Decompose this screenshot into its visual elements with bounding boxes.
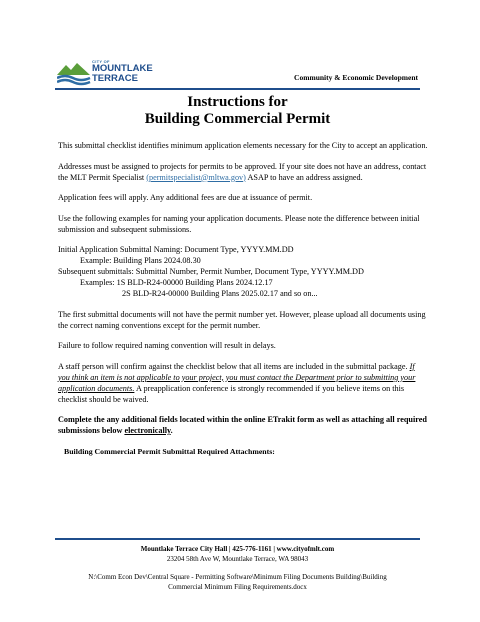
checklist-contact-note: If you think an item is not applicable to your project, you must contact the Department prior to submitting your application documents.: [58, 361, 416, 393]
mountain-logo-icon: [57, 57, 91, 87]
first-submittal-paragraph: The first submittal documents will not have the permit number yet. However, please upload all documents using the correct naming conventions except for the permit number.: [58, 309, 426, 330]
address-paragraph: [58, 161, 428, 183]
footer-contact: Mountlake Terrace City Hall | 425-776-1161 | www.cityofmlt.com: [140, 545, 335, 553]
page-header: [0, 0, 480, 100]
naming-initial: Initial Application Submittal Naming: Document Type, YYYY.MM.DD: [58, 245, 294, 254]
logo-city-of: CITY OF: [92, 59, 110, 64]
logo-mountlake: MOUNTLAKE: [92, 63, 153, 74]
naming-subsequent-example-2: 2S BLD-R24-00000 Building Plans 2025.02.17 and so on...: [122, 289, 318, 298]
naming-examples: [58, 244, 428, 299]
naming-subsequent-example-1: Examples: 1S BLD-R24-00000 Building Plans 2024.12.17: [80, 278, 273, 287]
etrakit-text-pre: Complete the any additional fields located within the online ETrakit form as well as attaching all required submissions below: [58, 415, 427, 435]
etrakit-electronically: electronically: [124, 426, 171, 435]
document-title: [55, 94, 420, 128]
document-body: [58, 140, 428, 466]
checklist-paragraph: [58, 361, 428, 405]
naming-intro-paragraph: Use the following examples for naming your application documents. Please note the difference between initial submission and subsequent submissions.: [58, 213, 420, 234]
permit-specialist-email-link[interactable]: (permitspecialist@mltwa.gov): [146, 172, 246, 182]
naming-initial-example: Example: Building Plans 2024.08.30: [80, 256, 201, 265]
title-line-2: Building Commercial Permit: [144, 111, 331, 127]
intro-paragraph: This submittal checklist identifies minimum application elements necessary for the City to accept an application.: [58, 141, 428, 150]
city-logo: [57, 57, 153, 87]
naming-warning-paragraph: Failure to follow required naming convention will result in delays.: [58, 341, 276, 350]
checklist-text-pre: A staff person will confirm against the checklist below that all items are included in the submittal package.: [58, 361, 410, 371]
header-divider: [55, 88, 420, 90]
footer-divider: [55, 538, 420, 540]
naming-subsequent: Subsequent submittals: Submittal Number, Permit Number, Document Type, YYYY.MM.DD: [58, 267, 364, 276]
footer-file-path: N:\Comm Econ Dev\Central Square - Permitting Software\Minimum Filing Documents Building\Building: [88, 573, 387, 581]
logo-text: [92, 60, 153, 84]
fees-paragraph: Application fees will apply. Any additional fees are due at issuance of permit.: [58, 193, 313, 202]
address-text-pre: Addresses must be assigned to projects for permits to be approved. If your site does not have an address, contact the MLT Permit Specialist: [58, 161, 427, 182]
title-line-1: Instructions for: [187, 94, 288, 110]
attachments-heading: Building Commercial Permit Submittal Required Attachments:: [64, 446, 275, 456]
address-text-post: ASAP to have an address assigned.: [245, 172, 363, 182]
footer-address: 23204 58th Ave W, Mountlake Terrace, WA 98043: [166, 554, 309, 563]
page-footer: [55, 545, 420, 592]
checklist-text-post: A preapplication conference is strongly recommended if you believe items on this checklist should be waived.: [58, 383, 405, 404]
etrakit-instructions: [58, 414, 428, 436]
footer-file-name: Commercial Minimum Filing Requirements.docx: [168, 582, 307, 591]
logo-terrace: TERRACE: [92, 73, 138, 84]
etrakit-text-post: .: [170, 426, 173, 435]
department-name: Community & Economic Development: [294, 73, 418, 82]
